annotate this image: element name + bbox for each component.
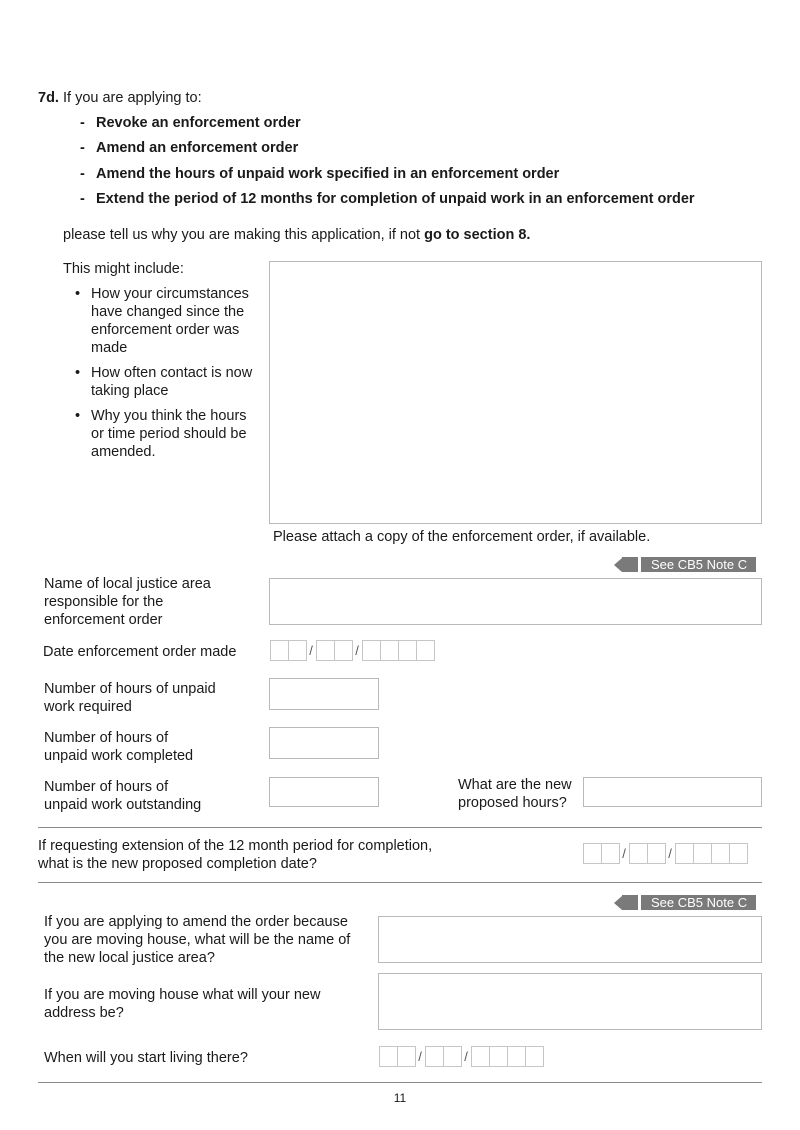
hours-outstanding-input[interactable] (269, 777, 379, 807)
date-digit-box[interactable] (471, 1046, 490, 1067)
note-tag-stub (622, 895, 638, 910)
hours-completed-label: Number of hours of unpaid work completed (44, 730, 194, 764)
date-digit-box[interactable] (489, 1046, 508, 1067)
instruction-text (63, 226, 530, 244)
divider (38, 882, 762, 883)
date-digit-box[interactable] (416, 640, 435, 661)
extension-date-input[interactable] (583, 843, 747, 864)
date-digit-box[interactable] (601, 843, 620, 864)
reason-item-text: How often contact is now taking place (91, 365, 253, 399)
option-amend-hours: Amend the hours of unpaid work specified in an enforcement order (96, 166, 560, 182)
bullet-dot: • (75, 365, 81, 381)
note-tag-label: See CB5 Note C (641, 895, 756, 910)
date-separator: / (309, 643, 313, 658)
date-digit-box[interactable] (711, 843, 730, 864)
date-digit-box[interactable] (362, 640, 381, 661)
note-tag-stub (622, 557, 638, 572)
option-dash: - (80, 115, 85, 131)
date-separator: / (355, 643, 359, 658)
local-justice-area-input[interactable] (269, 578, 762, 625)
option-dash: - (80, 191, 85, 207)
date-digit-box[interactable] (675, 843, 694, 864)
option-extend-period: Extend the period of 12 months for completion of unpaid work in an enforcement order (96, 191, 695, 207)
new-local-justice-area-input[interactable] (378, 916, 762, 963)
date-made-input[interactable] (270, 640, 434, 661)
start-living-date-input[interactable] (379, 1046, 543, 1067)
instruction-link-text: go to section 8. (424, 227, 531, 243)
date-digit-box[interactable] (397, 1046, 416, 1067)
hours-completed-input[interactable] (269, 727, 379, 759)
section-number: 7d. (38, 90, 59, 106)
date-separator: / (464, 1049, 468, 1064)
list-item (63, 364, 263, 400)
section-intro: If you are applying to: (62, 90, 202, 106)
date-separator: / (418, 1049, 422, 1064)
extension-date-label: If requesting extension of the 12 month period for completion, what is the new proposed completion date? (38, 838, 433, 872)
reasons-textarea[interactable] (269, 261, 762, 524)
date-digit-box[interactable] (729, 843, 748, 864)
option-revoke: Revoke an enforcement order (96, 115, 301, 131)
date-digit-box[interactable] (443, 1046, 462, 1067)
date-digit-box[interactable] (693, 843, 712, 864)
page-number: 11 (393, 1091, 407, 1105)
reason-item-text: How your circumstances have changed since the enforcement order was made (91, 286, 249, 356)
date-digit-box[interactable] (316, 640, 335, 661)
local-justice-area-label: Name of local justice area responsible for the enforcement order (44, 576, 211, 628)
note-arrow-icon (614, 896, 622, 910)
option-amend: Amend an enforcement order (96, 140, 299, 156)
instruction-prefix: please tell us why you are making this application, if not (63, 227, 425, 243)
reasons-heading: This might include: (63, 261, 184, 277)
attach-note: Please attach a copy of the enforcement order, if available. (273, 529, 651, 545)
hours-required-label: Number of hours of unpaid work required (44, 681, 216, 715)
hours-required-input[interactable] (269, 678, 379, 710)
new-address-label: If you are moving house what will your new address be? (44, 987, 321, 1021)
new-proposed-hours-label: What are the new proposed hours? (458, 777, 572, 811)
divider (38, 1082, 762, 1083)
date-digit-box[interactable] (379, 1046, 398, 1067)
date-digit-box[interactable] (525, 1046, 544, 1067)
bullet-dot: • (75, 408, 81, 424)
reasons-list (63, 285, 263, 468)
new-local-justice-area-label: If you are applying to amend the order because you are moving house, what will be the name of the new local justice area? (44, 914, 351, 966)
date-digit-box[interactable] (380, 640, 399, 661)
list-item (63, 285, 263, 357)
date-digit-box[interactable] (288, 640, 307, 661)
section-header (38, 89, 202, 107)
date-digit-box[interactable] (583, 843, 602, 864)
date-digit-box[interactable] (647, 843, 666, 864)
new-address-input[interactable] (378, 973, 762, 1030)
note-tag-label: See CB5 Note C (641, 557, 756, 572)
date-separator: / (668, 846, 672, 861)
date-separator: / (622, 846, 626, 861)
note-arrow-icon (614, 558, 622, 572)
date-digit-box[interactable] (507, 1046, 526, 1067)
date-digit-box[interactable] (270, 640, 289, 661)
date-digit-box[interactable] (334, 640, 353, 661)
date-digit-box[interactable] (425, 1046, 444, 1067)
option-dash: - (80, 166, 85, 182)
start-living-label: When will you start living there? (44, 1050, 248, 1066)
see-note-tag (614, 557, 756, 572)
option-dash: - (80, 140, 85, 156)
date-digit-box[interactable] (629, 843, 648, 864)
divider (38, 827, 762, 828)
reason-item-text: Why you think the hours or time period should be amended. (91, 408, 247, 460)
bullet-dot: • (75, 286, 81, 302)
see-note-tag (614, 895, 756, 910)
list-item (63, 407, 263, 461)
new-proposed-hours-input[interactable] (583, 777, 762, 807)
date-made-label: Date enforcement order made (43, 644, 237, 660)
hours-outstanding-label: Number of hours of unpaid work outstanding (44, 779, 202, 813)
date-digit-box[interactable] (398, 640, 417, 661)
